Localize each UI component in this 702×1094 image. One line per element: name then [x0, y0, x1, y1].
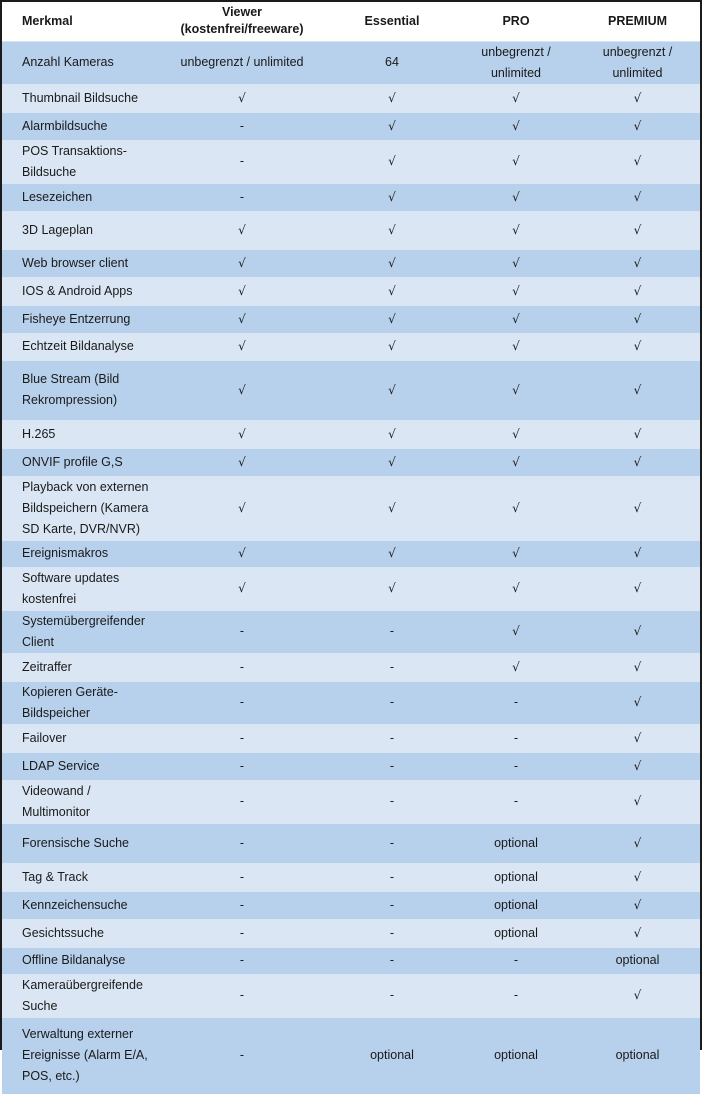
premium-cell: √: [633, 925, 642, 940]
premium-cell: √: [633, 897, 642, 912]
feature-name-cell: Software updates kostenfrei: [22, 570, 120, 606]
table-row: [2, 610, 700, 653]
feature-name-cell: Alarmbildsuche: [22, 118, 108, 133]
premium-cell: optional: [615, 953, 660, 967]
viewer-cell: -: [239, 695, 245, 709]
essential-cell: -: [389, 897, 395, 912]
header-row: [2, 2, 700, 41]
premium-cell: √: [633, 794, 642, 808]
pro-cell: √: [512, 311, 520, 326]
feature-name-cell: Forensische Suche: [22, 835, 130, 850]
feature-name-cell: Kameraübergreifende Suche: [22, 977, 143, 1013]
essential-cell: √: [388, 546, 396, 560]
feature-name-cell: Verwaltung externer Ereignisse (Alarm E/A, POS, etc.): [22, 1027, 148, 1084]
table-row: [2, 140, 700, 183]
table-row: [2, 540, 700, 567]
essential-cell: √: [388, 339, 396, 353]
premium-cell: √: [633, 454, 642, 469]
premium-cell: √: [633, 730, 642, 745]
essential-cell: -: [389, 925, 395, 940]
feature-name-cell: Gesichtssuche: [22, 925, 104, 940]
viewer-cell: -: [239, 794, 245, 808]
viewer-cell: √: [238, 255, 246, 270]
premium-cell: √: [633, 283, 642, 298]
viewer-cell: -: [239, 869, 245, 884]
viewer-cell: √: [238, 546, 246, 560]
viewer-cell: √: [238, 500, 246, 515]
essential-cell: √: [388, 500, 396, 515]
table-row: [2, 211, 700, 249]
table-body: [2, 41, 700, 1094]
table-row: [2, 780, 700, 823]
essential-cell: √: [388, 454, 396, 469]
premium-cell: √: [633, 624, 642, 638]
feature-name-cell: Zeitraffer: [22, 659, 72, 674]
viewer-cell: √: [238, 426, 246, 441]
premium-cell: unbegrenzt / unlimited: [602, 44, 673, 80]
premium-cell: √: [633, 695, 642, 709]
pro-cell: √: [512, 154, 520, 168]
essential-cell: √: [388, 581, 396, 595]
essential-cell: √: [388, 90, 396, 105]
table-row: [2, 277, 700, 305]
viewer-cell: -: [239, 835, 245, 850]
premium-cell: optional: [615, 1048, 660, 1063]
premium-cell: √: [633, 581, 642, 595]
viewer-cell: -: [239, 1048, 245, 1063]
table-row: [2, 863, 700, 891]
essential-cell: -: [389, 953, 395, 967]
table-row: [2, 476, 700, 540]
table-row: [2, 84, 700, 112]
table-row: [2, 919, 700, 947]
pro-cell: √: [512, 339, 520, 353]
header-merkmal: Merkmal: [2, 2, 157, 41]
pro-cell: optional: [494, 869, 538, 884]
premium-cell: √: [633, 90, 642, 105]
premium-cell: √: [633, 339, 642, 353]
feature-name-cell: Web browser client: [22, 255, 129, 270]
pro-cell: √: [512, 90, 520, 105]
table-row: [2, 681, 700, 724]
premium-cell: √: [633, 869, 642, 884]
pro-cell: optional: [494, 897, 538, 912]
viewer-cell: √: [238, 581, 246, 595]
pro-cell: √: [512, 189, 520, 204]
essential-cell: √: [388, 382, 396, 397]
feature-name-cell: Kopieren Geräte-Bildspeicher: [22, 684, 118, 720]
viewer-cell: -: [239, 925, 245, 940]
pro-cell: optional: [494, 1048, 538, 1063]
pro-cell: -: [513, 953, 519, 967]
feature-name-cell: Offline Bildanalyse: [22, 953, 126, 967]
table-row: [2, 947, 700, 974]
table-row: [2, 752, 700, 780]
viewer-cell: √: [238, 311, 246, 326]
essential-cell: √: [388, 255, 396, 270]
header-premium: PREMIUM: [575, 2, 700, 41]
pro-cell: -: [513, 988, 519, 1002]
feature-name-cell: Failover: [22, 730, 67, 745]
table-row: [2, 183, 700, 211]
viewer-cell: √: [238, 222, 246, 237]
pro-cell: √: [512, 382, 520, 397]
essential-cell: √: [388, 189, 396, 204]
premium-cell: √: [633, 118, 642, 133]
feature-name-cell: Ereignismakros: [22, 546, 109, 560]
pro-cell: √: [512, 500, 520, 515]
premium-cell: √: [633, 154, 642, 168]
premium-cell: √: [633, 222, 642, 237]
table-row: [2, 333, 700, 360]
essential-cell: √: [388, 426, 396, 441]
pro-cell: √: [512, 426, 520, 441]
header-pro: PRO: [457, 2, 575, 41]
feature-name-cell: 3D Lageplan: [22, 222, 93, 237]
essential-cell: √: [388, 154, 396, 168]
table-row: [2, 448, 700, 476]
premium-cell: √: [633, 426, 642, 441]
viewer-cell: -: [239, 189, 245, 204]
feature-name-cell: Playback von externen Bildspeichern (Kamera SD Karte, DVR/NVR): [22, 479, 149, 536]
pro-cell: √: [512, 546, 520, 560]
feature-name-cell: Thumbnail Bildsuche: [22, 90, 139, 105]
feature-name-cell: POS Transaktions-Bildsuche: [22, 143, 127, 179]
pro-cell: √: [512, 255, 520, 270]
viewer-cell: -: [239, 953, 245, 967]
pro-cell: optional: [494, 925, 538, 940]
viewer-cell: -: [239, 730, 245, 745]
feature-name-cell: ONVIF profile G,S: [22, 454, 123, 469]
feature-comparison-table: [2, 2, 700, 1094]
pro-cell: √: [512, 581, 520, 595]
essential-cell: -: [389, 758, 395, 773]
viewer-cell: unbegrenzt / unlimited: [180, 55, 304, 69]
feature-name-cell: Echtzeit Bildanalyse: [22, 339, 134, 353]
table-row: [2, 41, 700, 84]
pro-cell: √: [512, 659, 520, 674]
essential-cell: -: [389, 624, 395, 638]
viewer-cell: -: [239, 659, 245, 674]
viewer-cell: -: [239, 154, 245, 168]
pro-cell: -: [513, 695, 519, 709]
table-row: [2, 1017, 700, 1094]
table-row: [2, 567, 700, 610]
pro-cell: -: [513, 758, 519, 773]
essential-cell: -: [389, 988, 395, 1002]
table-row: [2, 360, 700, 420]
essential-cell: -: [389, 794, 395, 808]
viewer-cell: -: [239, 624, 245, 638]
pro-cell: unbegrenzt / unlimited: [481, 44, 551, 80]
table-row: [2, 974, 700, 1017]
viewer-cell: √: [238, 454, 246, 469]
pro-cell: optional: [494, 835, 538, 850]
feature-name-cell: Fisheye Entzerrung: [22, 311, 131, 326]
feature-name-cell: LDAP Service: [22, 758, 100, 773]
viewer-cell: -: [239, 897, 245, 912]
viewer-cell: √: [238, 283, 246, 298]
pro-cell: √: [512, 222, 520, 237]
feature-name-cell: Systemübergreifender Client: [22, 613, 145, 649]
table-row: [2, 653, 700, 681]
pro-cell: √: [512, 454, 520, 469]
premium-cell: √: [633, 255, 642, 270]
header-essential: Essential: [327, 2, 457, 41]
premium-cell: √: [633, 546, 642, 560]
viewer-cell: √: [238, 382, 246, 397]
essential-cell: -: [389, 730, 395, 745]
premium-cell: √: [633, 311, 642, 326]
feature-name-cell: Tag & Track: [22, 869, 88, 884]
premium-cell: √: [633, 189, 642, 204]
feature-name-cell: Blue Stream (Bild Rekrompression): [22, 372, 120, 407]
essential-cell: -: [389, 835, 395, 850]
table-row: [2, 823, 700, 863]
feature-name-cell: H.265: [22, 426, 56, 441]
header-viewer-line1: Viewer (kostenfrei/freeware): [180, 5, 304, 37]
header-viewer: [157, 2, 327, 41]
feature-name-cell: Videowand / Multimonitor: [22, 783, 91, 819]
feature-name-cell: Kennzeichensuche: [22, 897, 128, 912]
essential-cell: √: [388, 283, 396, 298]
pro-cell: -: [513, 730, 519, 745]
premium-cell: √: [633, 382, 642, 397]
essential-cell: √: [388, 311, 396, 326]
viewer-cell: √: [238, 90, 246, 105]
viewer-cell: -: [239, 758, 245, 773]
essential-cell: √: [388, 118, 396, 133]
feature-name-cell: Anzahl Kameras: [22, 55, 114, 69]
viewer-cell: -: [239, 988, 245, 1002]
premium-cell: √: [633, 758, 642, 773]
essential-cell: -: [389, 695, 395, 709]
premium-cell: √: [633, 988, 642, 1002]
table-row: [2, 112, 700, 140]
feature-name-cell: Lesezeichen: [22, 189, 93, 204]
premium-cell: √: [633, 659, 642, 674]
essential-cell: 64: [385, 55, 399, 69]
pro-cell: √: [512, 283, 520, 298]
viewer-cell: -: [239, 118, 245, 133]
premium-cell: √: [633, 500, 642, 515]
pro-cell: -: [513, 794, 519, 808]
pro-cell: √: [512, 624, 520, 638]
feature-name-cell: IOS & Android Apps: [22, 283, 133, 298]
premium-cell: √: [633, 835, 642, 850]
essential-cell: -: [389, 659, 395, 674]
essential-cell: optional: [370, 1048, 414, 1063]
essential-cell: -: [389, 869, 395, 884]
table-row: [2, 305, 700, 333]
table-row: [2, 724, 700, 752]
table-row: [2, 249, 700, 277]
pro-cell: √: [512, 118, 520, 133]
table-row: [2, 420, 700, 448]
table-row: [2, 891, 700, 919]
essential-cell: √: [388, 222, 396, 237]
viewer-cell: √: [238, 339, 246, 353]
